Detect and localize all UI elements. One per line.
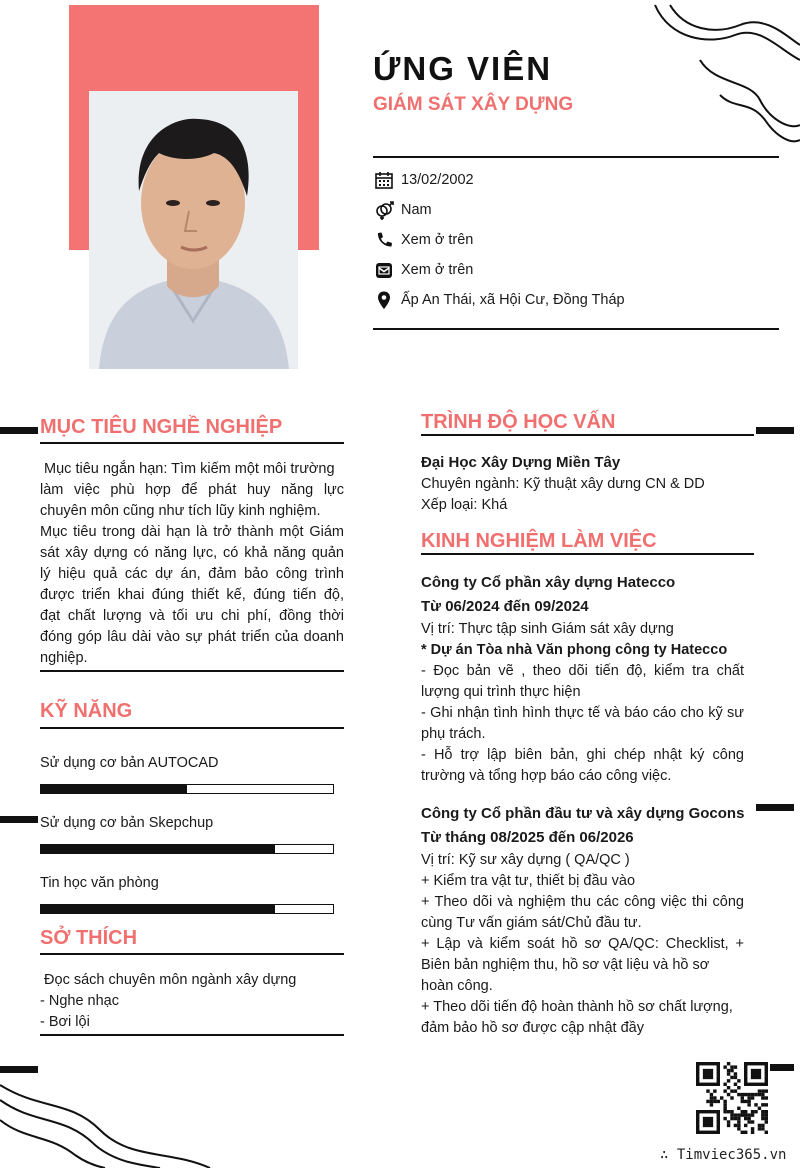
side-mark — [756, 804, 794, 811]
info-address — [373, 288, 625, 312]
job-detail: - Ghi nhận tình hình thực tế và báo cáo cho kỹ sư — [421, 705, 744, 721]
gender-icon — [373, 199, 395, 221]
job-detail: đảm bảo hồ sơ được cập nhật đầy — [421, 1020, 644, 1036]
job-detail: + Theo dõi tiến độ hoàn thành hồ sơ chất lượng, — [421, 999, 733, 1015]
education-school: Đại Học Xây Dựng Miền Tây — [421, 454, 621, 471]
job-entry — [421, 802, 744, 1039]
skill-bar-fill — [41, 905, 275, 913]
gender-value: Nam — [401, 202, 432, 218]
objective-title: MỤC TIÊU NGHỀ NGHIỆP — [40, 416, 283, 438]
objective-bottom-line — [40, 670, 344, 672]
hobbies-bottom-line — [40, 1034, 344, 1036]
objective-line-text: Mục tiêu trong dài hạn là trở thành một Giám — [40, 524, 344, 540]
hobbies-line — [40, 953, 344, 955]
job-detail: + Theo dõi và nghiệm thu các công việc thi công — [421, 894, 744, 910]
header-divider-bottom — [373, 328, 779, 330]
objective-line-text: sát xây dựng có năng lực, có khả năng quản — [40, 545, 344, 561]
job-detail: lượng qui trình thực hiện — [421, 684, 581, 700]
objective-line-text: Mục tiêu ngắn hạn: Tìm kiếm một môi trường — [40, 461, 335, 477]
email-value: Xem ở trên — [401, 262, 474, 278]
education-title: TRÌNH ĐỘ HỌC VẤN — [421, 411, 616, 433]
job-detail: Biên bản nghiệm thu, hồ sơ vật liệu và hồ sơ — [421, 957, 710, 973]
skill-label: Sử dụng cơ bản AUTOCAD — [40, 755, 219, 771]
phone-value: Xem ở trên — [401, 232, 474, 248]
calendar-icon — [373, 169, 395, 191]
hobby-item: - Bơi lội — [40, 1014, 90, 1030]
skill-bar — [40, 784, 334, 794]
experience-title: KINH NGHIỆM LÀM VIỆC — [421, 530, 657, 552]
objective-line-text: làm việc phù hợp để phát huy năng lực — [40, 482, 344, 498]
job-position: Vị trí: Kỹ sư xây dựng ( QA/QC ) — [421, 852, 630, 868]
objective-line-text: nghiệp. — [40, 650, 88, 666]
objective-line-text: đóng góp lâu dài vào sự phát triển của doanh — [40, 629, 344, 645]
hobbies-title: SỞ THÍCH — [40, 927, 138, 949]
job-position: Vị trí: Thực tập sinh Giám sát xây dựng — [421, 621, 674, 637]
info-phone — [373, 228, 473, 252]
experience-line — [421, 553, 754, 555]
job-project: * Dự án Tòa nhà Văn phong công ty Hatecco — [421, 642, 728, 658]
job-detail: + Lập và kiểm soát hồ sơ QA/QC: Checklist, + — [421, 936, 744, 952]
job-company: Công ty Cổ phần xây dựng Hatecco — [421, 574, 676, 591]
job-detail: trường và tổng hợp báo cáo công việc. — [421, 768, 672, 784]
brand-link[interactable]: ∴ Timviec365.vn — [660, 1147, 787, 1163]
education-grade: Xếp loại: Khá — [421, 497, 508, 513]
education-major: Chuyên ngành: Kỹ thuật xây dưng CN & DD — [421, 476, 705, 492]
job-detail: + Kiểm tra vật tư, thiết bị đầu vào — [421, 873, 636, 889]
job-period: Từ 06/2024 đến 09/2024 — [421, 598, 589, 615]
address-value: Ấp An Thái, xã Hội Cư, Đồng Tháp — [401, 292, 625, 308]
header-divider-top — [373, 156, 779, 158]
side-mark — [0, 427, 38, 434]
candidate-name: ỨNG VIÊN — [373, 50, 553, 87]
decorative-swirl-bottom — [0, 1070, 220, 1168]
info-email — [373, 258, 473, 282]
job-period: Từ tháng 08/2025 đến 06/2026 — [421, 829, 634, 846]
job-detail: hoàn công. — [421, 978, 493, 994]
skill-bar-fill — [41, 845, 275, 853]
side-mark — [0, 816, 38, 823]
location-pin-icon — [373, 289, 395, 311]
hobby-item: - Nghe nhạc — [40, 993, 119, 1009]
side-mark — [756, 427, 794, 434]
skill-bar-fill — [41, 785, 187, 793]
job-company: Công ty Cổ phần đầu tư và xây dựng Gocons — [421, 805, 745, 822]
birthday-value: 13/02/2002 — [401, 172, 474, 188]
skill-bar — [40, 844, 334, 854]
skills-line — [40, 727, 344, 729]
objective-line — [40, 442, 344, 444]
job-detail: - Hỗ trợ lập biên bản, ghi chép nhật ký công — [421, 747, 744, 763]
job-detail: - Đọc bản vẽ , theo dõi tiến độ, kiểm tra chất — [421, 663, 744, 679]
skills-title: KỸ NĂNG — [40, 700, 133, 722]
info-birthday — [373, 168, 474, 192]
objective-line-text: lý hiệu quả các dự án, đảm bảo công trình — [40, 566, 344, 582]
phone-icon — [373, 229, 395, 251]
decorative-swirl-top — [640, 0, 800, 150]
objective-line-text: chuyên môn cũng như tích lũy kinh nghiệm. — [40, 503, 321, 519]
email-icon — [373, 259, 395, 281]
skill-label: Tin học văn phòng — [40, 875, 159, 891]
candidate-photo — [89, 91, 298, 369]
education-line — [421, 434, 754, 436]
objective-text — [40, 459, 344, 669]
objective-line-text: được triển khai đúng thiết kế, đúng tiến độ, — [40, 587, 344, 603]
hobby-item: Đọc sách chuyên môn ngành xây dựng — [40, 972, 297, 988]
skill-label: Sử dụng cơ bản Skepchup — [40, 815, 214, 831]
side-mark — [0, 1066, 38, 1073]
job-detail: cùng Tư vấn giám sát/Chủ đầu tư. — [421, 915, 642, 931]
job-detail: phụ trách. — [421, 726, 486, 742]
objective-line-text: đạt chất lượng và tối ưu chi phí, đồng thời — [40, 608, 344, 624]
qr-code[interactable] — [696, 1062, 768, 1134]
skill-bar — [40, 904, 334, 914]
hobbies-list — [40, 970, 344, 1033]
job-title: GIÁM SÁT XÂY DỰNG — [373, 94, 574, 115]
info-gender — [373, 198, 432, 222]
job-entry — [421, 571, 744, 787]
side-mark — [770, 1064, 794, 1071]
